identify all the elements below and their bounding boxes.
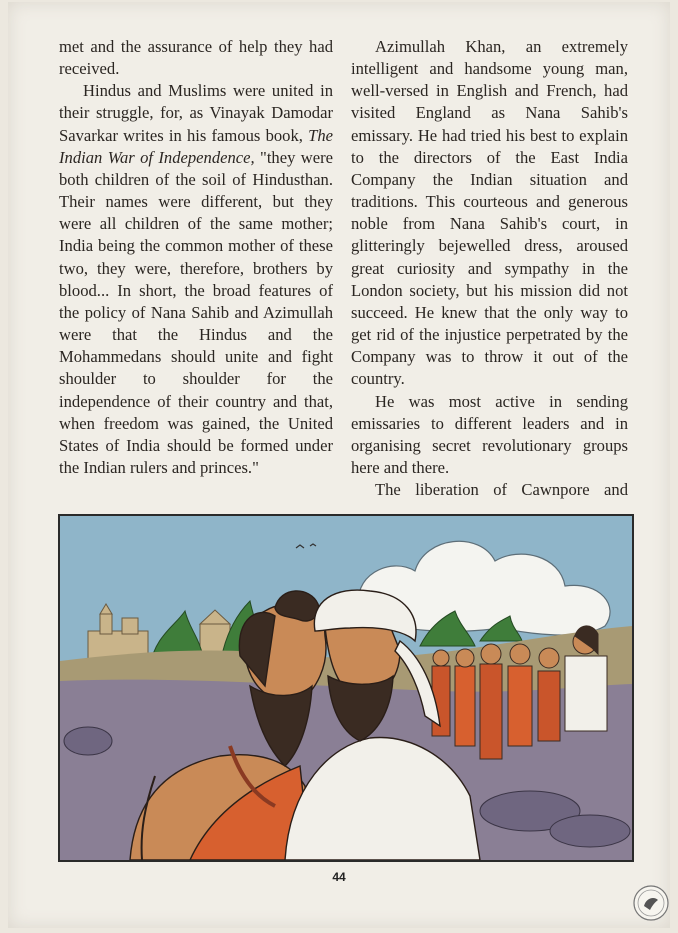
paragraph: [59, 80, 333, 479]
illustration-scene: [60, 516, 632, 860]
paragraph: He was most active in sending emissaries to different leaders and in organising secret revolutionary groups here and there.: [351, 391, 628, 477]
quotation-text: "they were both children of the soil of Hindusthan. Their names were different, but they were all children of the same mother; India being the common mother of these two, they were, therefore, brothers by blood... In short, the broad features of the policy of Nana Sahib and Azimullah were that the Hindus and the Mohammedans should unite and fight shoulder to shoulder for the independence of their country and that, when freedom was gained, the United States of India should be formed under the Indian rulers and princes.": [59, 147, 333, 477]
paragraph: The liberation of Cawnpore and: [375, 480, 628, 500]
comic-illustration: [58, 514, 634, 862]
paragraph: Azimullah Khan, an extremely intelligent and handsome young man, well-versed in English and French, had visited England as Nana Sahib's emissary. He had tried his best to explain to the directors of the East India Company the Indian situation and traditions. This courteous and generous noble from Nana Sahib's court, in glitteringly bejewelled dress, aroused great curiosity and sympathy in the London society, but his mission did not succeed. He knew that the only way to get rid of the injustice perpetrated by the Company was to throw it out of the country.: [351, 37, 628, 389]
publisher-logo-icon: [632, 884, 670, 922]
right-text-column: [351, 36, 628, 501]
book-title: The Indian War of Independence,: [59, 125, 333, 167]
paragraph: met and the assurance of help they had received.: [59, 37, 333, 79]
left-text-column: [59, 36, 333, 479]
page-number: 44: [332, 870, 346, 884]
paragraph-text: Hindus and Muslims were united in their struggle, for, as Vinayak Damodar Savarkar writes in his famous book,: [59, 81, 333, 145]
